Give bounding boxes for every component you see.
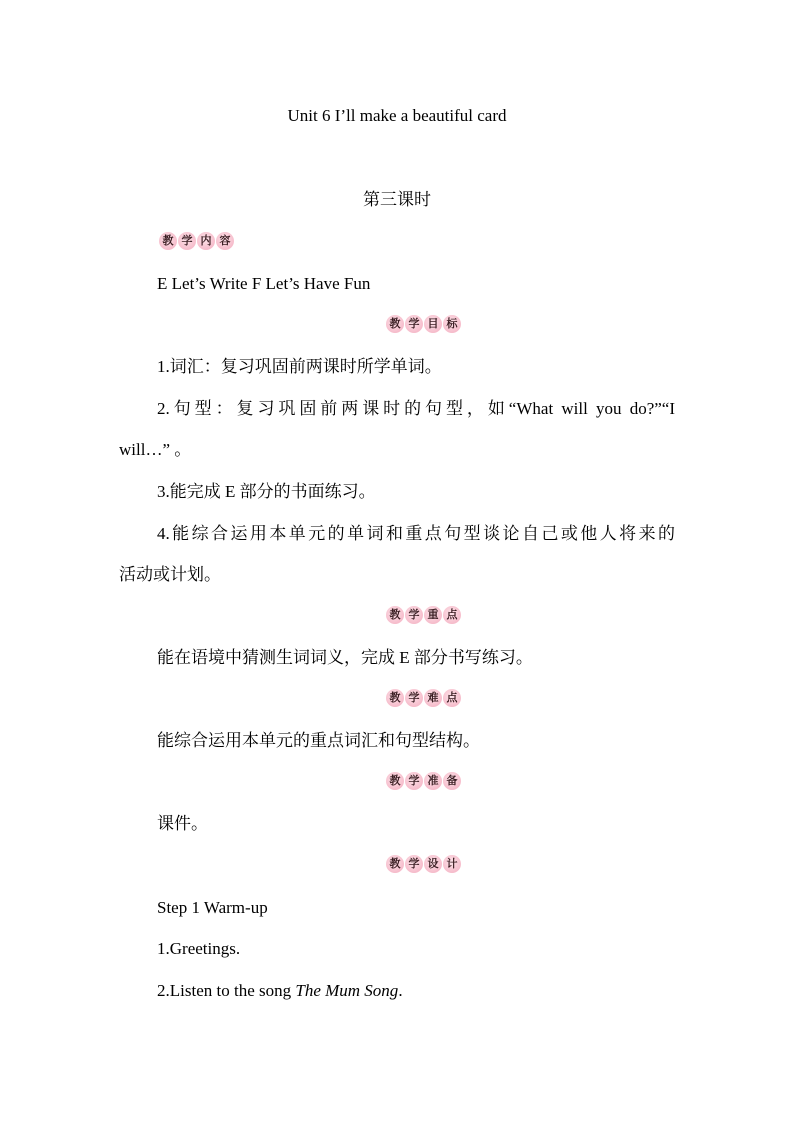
lesson-label: 第三课时 (363, 190, 431, 209)
song-title: The Mum Song (295, 981, 399, 1000)
difficulties-text: 能综合运用本单元的重点词汇和句型结构。 (157, 731, 480, 750)
section-badge-content (156, 231, 237, 251)
goal-item-2-line-1: 2.句型：复习巩固前两课时的句型，如“What will you do?”“I (157, 399, 675, 418)
badge-char: 设 (424, 855, 442, 873)
goal-item-4-line-2: 活动或计划。 (119, 565, 221, 584)
step-1-item-2-suffix: . (398, 981, 403, 1000)
section-badge-difficulties (383, 688, 464, 708)
badge-char: 教 (386, 689, 404, 707)
document-title: Unit 6 I’ll make a beautiful card (287, 106, 507, 125)
preparation-text: 课件。 (157, 814, 208, 833)
goal-item-2-line-2: will…” 。 (119, 440, 192, 459)
badge-char: 教 (386, 772, 404, 790)
badge-char: 重 (424, 606, 442, 624)
step-1-item-1: 1.Greetings. (157, 939, 241, 958)
badge-char: 准 (424, 772, 442, 790)
badge-char: 内 (197, 232, 215, 250)
step-1-item-2-prefix: 2.Listen to the song (157, 981, 296, 1000)
badge-char: 计 (443, 855, 461, 873)
section-badge-key-points (383, 605, 464, 625)
badge-char: 学 (405, 315, 423, 333)
badge-char: 目 (424, 315, 442, 333)
section-badge-preparation (383, 771, 464, 791)
step-1-item-2 (157, 979, 403, 1003)
goal-item-3: 3.能完成 E 部分的书面练习。 (157, 482, 376, 501)
section-badge-design (383, 854, 464, 874)
badge-char: 教 (386, 855, 404, 873)
section-badge-goals (383, 314, 464, 334)
badge-char: 备 (443, 772, 461, 790)
key-points-text: 能在语境中猜测生词词义，完成 E 部分书写练习。 (157, 648, 533, 667)
content-text: E Let’s Write F Let’s Have Fun (157, 274, 371, 293)
badge-char: 学 (178, 232, 196, 250)
badge-char: 点 (443, 689, 461, 707)
badge-char: 难 (424, 689, 442, 707)
badge-char: 点 (443, 606, 461, 624)
goal-item-4-line-1: 4.能综合运用本单元的单词和重点句型谈论自己或他人将来的 (157, 524, 675, 543)
badge-char: 标 (443, 315, 461, 333)
badge-char: 学 (405, 772, 423, 790)
badge-char: 学 (405, 855, 423, 873)
goal-item-1: 1.词汇：复习巩固前两课时所学单词。 (157, 357, 442, 376)
badge-char: 教 (386, 606, 404, 624)
step-1-heading: Step 1 Warm-up (157, 898, 268, 917)
badge-char: 学 (405, 606, 423, 624)
badge-char: 容 (216, 232, 234, 250)
badge-char: 教 (386, 315, 404, 333)
badge-char: 学 (405, 689, 423, 707)
badge-char: 教 (159, 232, 177, 250)
